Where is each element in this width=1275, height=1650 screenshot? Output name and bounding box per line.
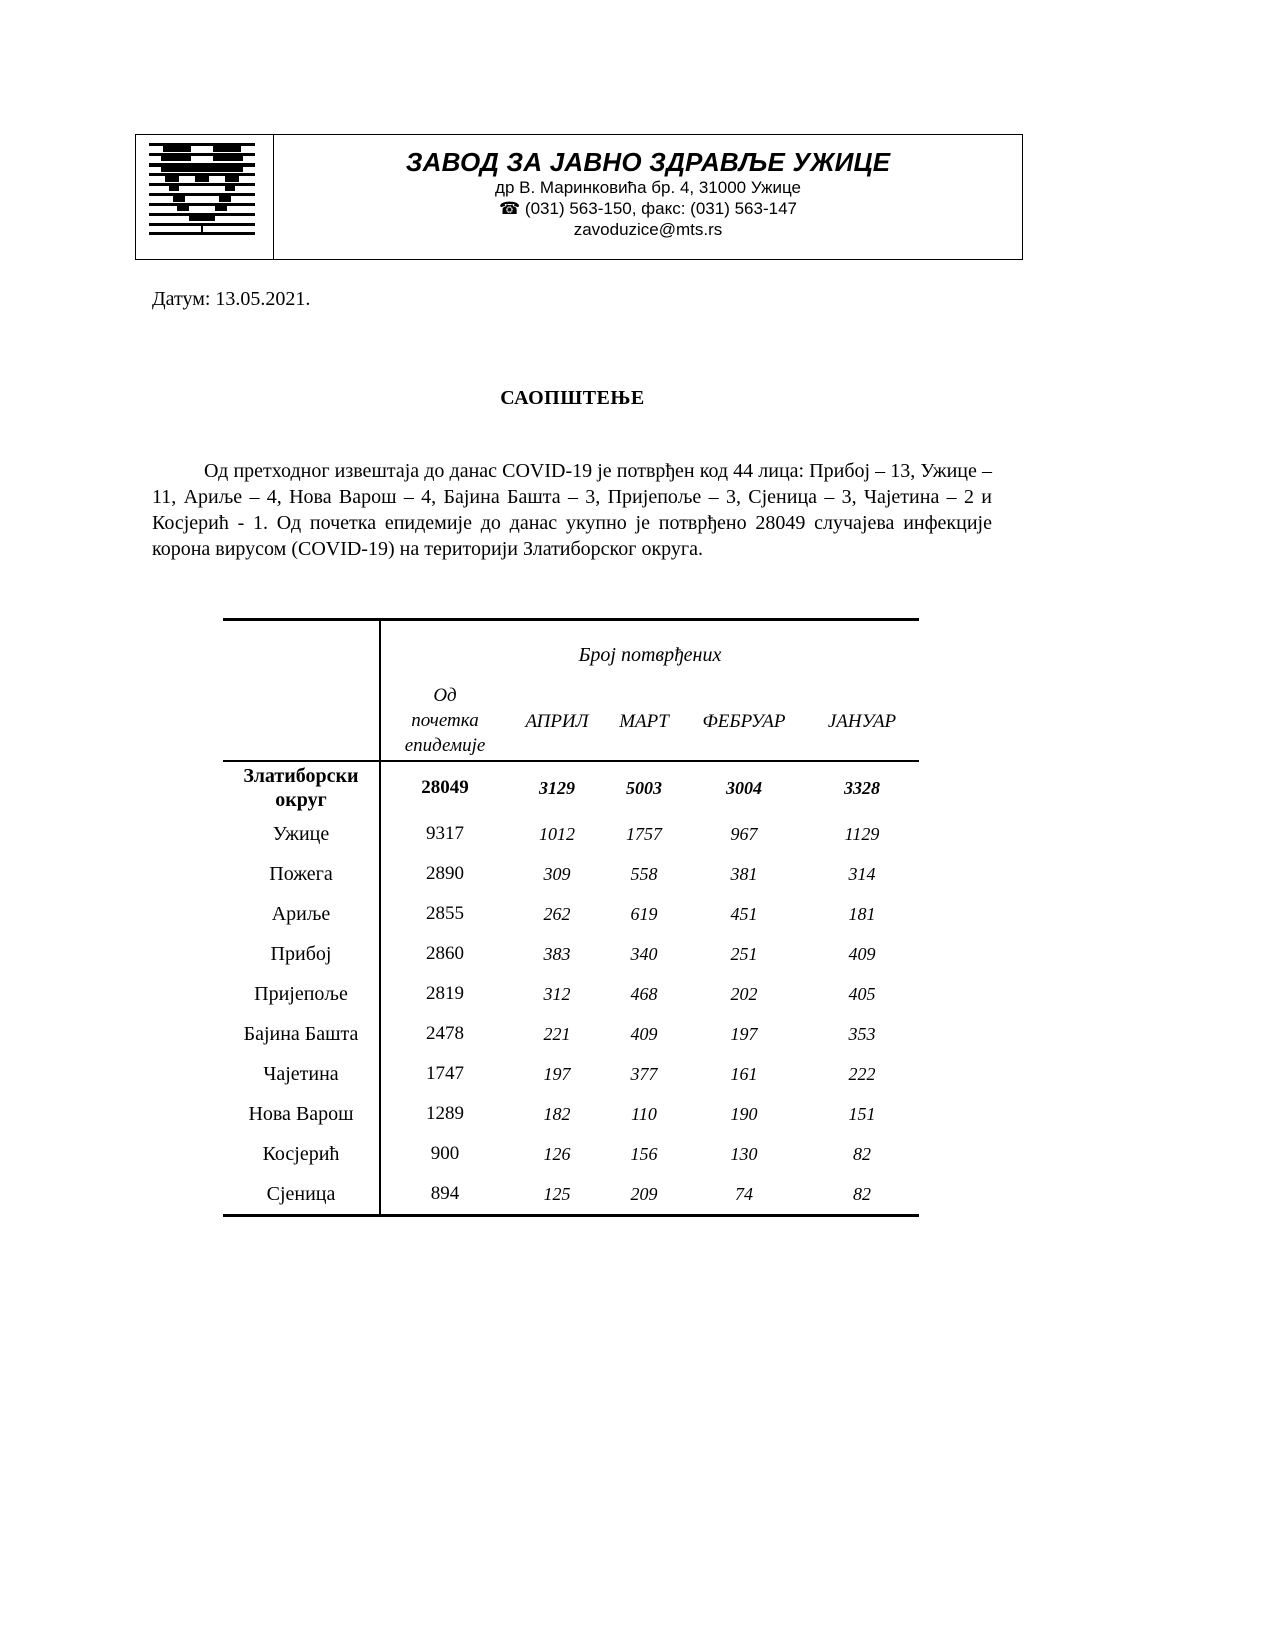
cell-februar: 130 bbox=[730, 1143, 758, 1164]
cell-mart: 340 bbox=[630, 943, 658, 964]
cell-februar: 202 bbox=[730, 983, 758, 1004]
cell-april: 197 bbox=[543, 1063, 571, 1084]
cell-januar: 314 bbox=[848, 863, 876, 884]
phone-icon: ☎ bbox=[499, 199, 521, 218]
cell-mart: 468 bbox=[630, 983, 658, 1004]
cell-april: 3129 bbox=[539, 777, 575, 798]
row-label: Ужице bbox=[223, 814, 380, 854]
cases-table bbox=[223, 618, 919, 1217]
cell-januar: 3328 bbox=[844, 777, 880, 798]
cell-total: 9317 bbox=[426, 823, 464, 844]
row-label: Ариље bbox=[223, 894, 380, 934]
cell-april: 182 bbox=[543, 1103, 571, 1124]
cell-mart: 1757 bbox=[626, 823, 662, 844]
cell-total: 1289 bbox=[426, 1103, 464, 1124]
cell-januar: 82 bbox=[853, 1183, 871, 1204]
row-label: Чајетина bbox=[223, 1054, 380, 1094]
cell-februar: 451 bbox=[730, 903, 758, 924]
cell-mart: 619 bbox=[630, 903, 658, 924]
cell-april: 383 bbox=[543, 943, 571, 964]
cell-februar: 251 bbox=[730, 943, 758, 964]
col-header-total bbox=[380, 683, 509, 761]
cell-februar: 190 bbox=[730, 1103, 758, 1124]
cell-mart: 377 bbox=[630, 1063, 658, 1084]
table-row bbox=[223, 854, 919, 894]
cell-februar: 967 bbox=[730, 823, 758, 844]
cell-januar: 82 bbox=[853, 1143, 871, 1164]
col-header-mart: МАРТ bbox=[619, 711, 669, 732]
letterhead bbox=[135, 134, 1023, 260]
cell-total: 2478 bbox=[426, 1023, 464, 1044]
col-header-line: почетка bbox=[411, 710, 479, 731]
cell-januar: 409 bbox=[848, 943, 876, 964]
table-row bbox=[223, 1054, 919, 1094]
row-label: Пожега bbox=[223, 854, 380, 894]
table-row bbox=[223, 1014, 919, 1054]
cell-april: 309 bbox=[543, 863, 571, 884]
announcement-paragraph: Од претходног извештаја до данас COVID-19 је потврђен код 44 лица: Прибој – 13, Ужице – 11, Ариље – 4, Нова Варош – 4, Бајина Башта – 3, Пријепоље – 3, Сјеница – 3, Чајетина – 2 и Косјерић - 1. Од почетка епидемије до данас укупно је потврђено 28049 случајева инфекције корона вирусом (COVID-19) на територији Златиборског округа. bbox=[152, 460, 992, 560]
letterhead-text bbox=[274, 135, 1022, 259]
cell-mart: 156 bbox=[630, 1143, 658, 1164]
table-super-header-row bbox=[223, 620, 919, 684]
row-label: Косјерић bbox=[223, 1134, 380, 1174]
cell-total: 894 bbox=[430, 1183, 460, 1204]
cell-april: 125 bbox=[543, 1183, 571, 1204]
cell-mart: 5003 bbox=[626, 777, 662, 798]
org-phone-line bbox=[274, 198, 1022, 219]
date-line: Датум: 13.05.2021. bbox=[152, 288, 311, 310]
cell-mart: 409 bbox=[630, 1023, 658, 1044]
cell-januar: 405 bbox=[848, 983, 876, 1004]
super-header: Број потврђених bbox=[578, 643, 722, 666]
cell-januar: 1129 bbox=[844, 823, 880, 844]
cell-total: 900 bbox=[430, 1143, 460, 1164]
cell-total: 1747 bbox=[426, 1063, 464, 1084]
org-email: zavoduzice@mts.rs bbox=[573, 220, 723, 239]
cell-januar: 181 bbox=[848, 903, 876, 924]
cell-januar: 353 bbox=[848, 1023, 876, 1044]
cell-april: 126 bbox=[543, 1143, 571, 1164]
table-row bbox=[223, 1134, 919, 1174]
col-header-line: епидемије bbox=[404, 735, 486, 756]
empty-corner-cell bbox=[223, 620, 380, 762]
row-label: Нова Варош bbox=[223, 1094, 380, 1134]
cell-februar: 74 bbox=[735, 1183, 753, 1204]
cell-total: 2819 bbox=[426, 983, 464, 1004]
cell-mart: 209 bbox=[630, 1183, 658, 1204]
col-header-januar: ЈАНУАР bbox=[827, 711, 897, 732]
phone-fax: (031) 563-150, факс: (031) 563-147 bbox=[520, 199, 797, 218]
table-row bbox=[223, 974, 919, 1014]
col-header-april: АПРИЛ bbox=[525, 711, 589, 732]
cell-mart: 558 bbox=[630, 863, 658, 884]
table-row bbox=[223, 934, 919, 974]
cell-januar: 151 bbox=[848, 1103, 876, 1124]
cell-februar: 197 bbox=[730, 1023, 758, 1044]
logo-cell bbox=[136, 135, 274, 259]
cell-februar: 381 bbox=[730, 863, 758, 884]
cell-april: 312 bbox=[543, 983, 571, 1004]
cell-total: 28049 bbox=[421, 777, 469, 798]
table-row bbox=[223, 1174, 919, 1216]
cell-januar: 222 bbox=[848, 1063, 876, 1084]
cell-april: 1012 bbox=[539, 823, 575, 844]
row-label: Прибој bbox=[223, 934, 380, 974]
cell-total: 2890 bbox=[426, 863, 464, 884]
table-row bbox=[223, 1094, 919, 1134]
cell-april: 221 bbox=[543, 1023, 571, 1044]
cell-april: 262 bbox=[543, 903, 571, 924]
cell-februar: 161 bbox=[730, 1063, 758, 1084]
cell-mart: 110 bbox=[631, 1103, 657, 1124]
table-row bbox=[223, 814, 919, 854]
row-label-line: округ bbox=[275, 789, 327, 811]
row-label: Сјеница bbox=[223, 1174, 380, 1216]
cell-total: 2855 bbox=[426, 903, 464, 924]
institute-logo-icon bbox=[149, 143, 255, 235]
row-label bbox=[223, 761, 380, 814]
row-label-line: Златиборски bbox=[243, 765, 359, 787]
col-header-line: Од bbox=[433, 685, 457, 706]
cell-total: 2860 bbox=[426, 943, 464, 964]
document-title: САОПШТЕЊЕ bbox=[500, 387, 645, 409]
row-label: Пријепоље bbox=[223, 974, 380, 1014]
table-row bbox=[223, 894, 919, 934]
org-name: ЗАВОД ЗА ЈАВНО ЗДРАВЉЕ УЖИЦЕ bbox=[405, 147, 891, 177]
org-address: др В. Маринковића бр. 4, 31000 Ужице bbox=[495, 178, 801, 197]
table-row bbox=[223, 761, 919, 814]
cell-februar: 3004 bbox=[726, 777, 762, 798]
row-label: Бајина Башта bbox=[223, 1014, 380, 1054]
col-header-februar: ФЕБРУАР bbox=[702, 711, 786, 732]
